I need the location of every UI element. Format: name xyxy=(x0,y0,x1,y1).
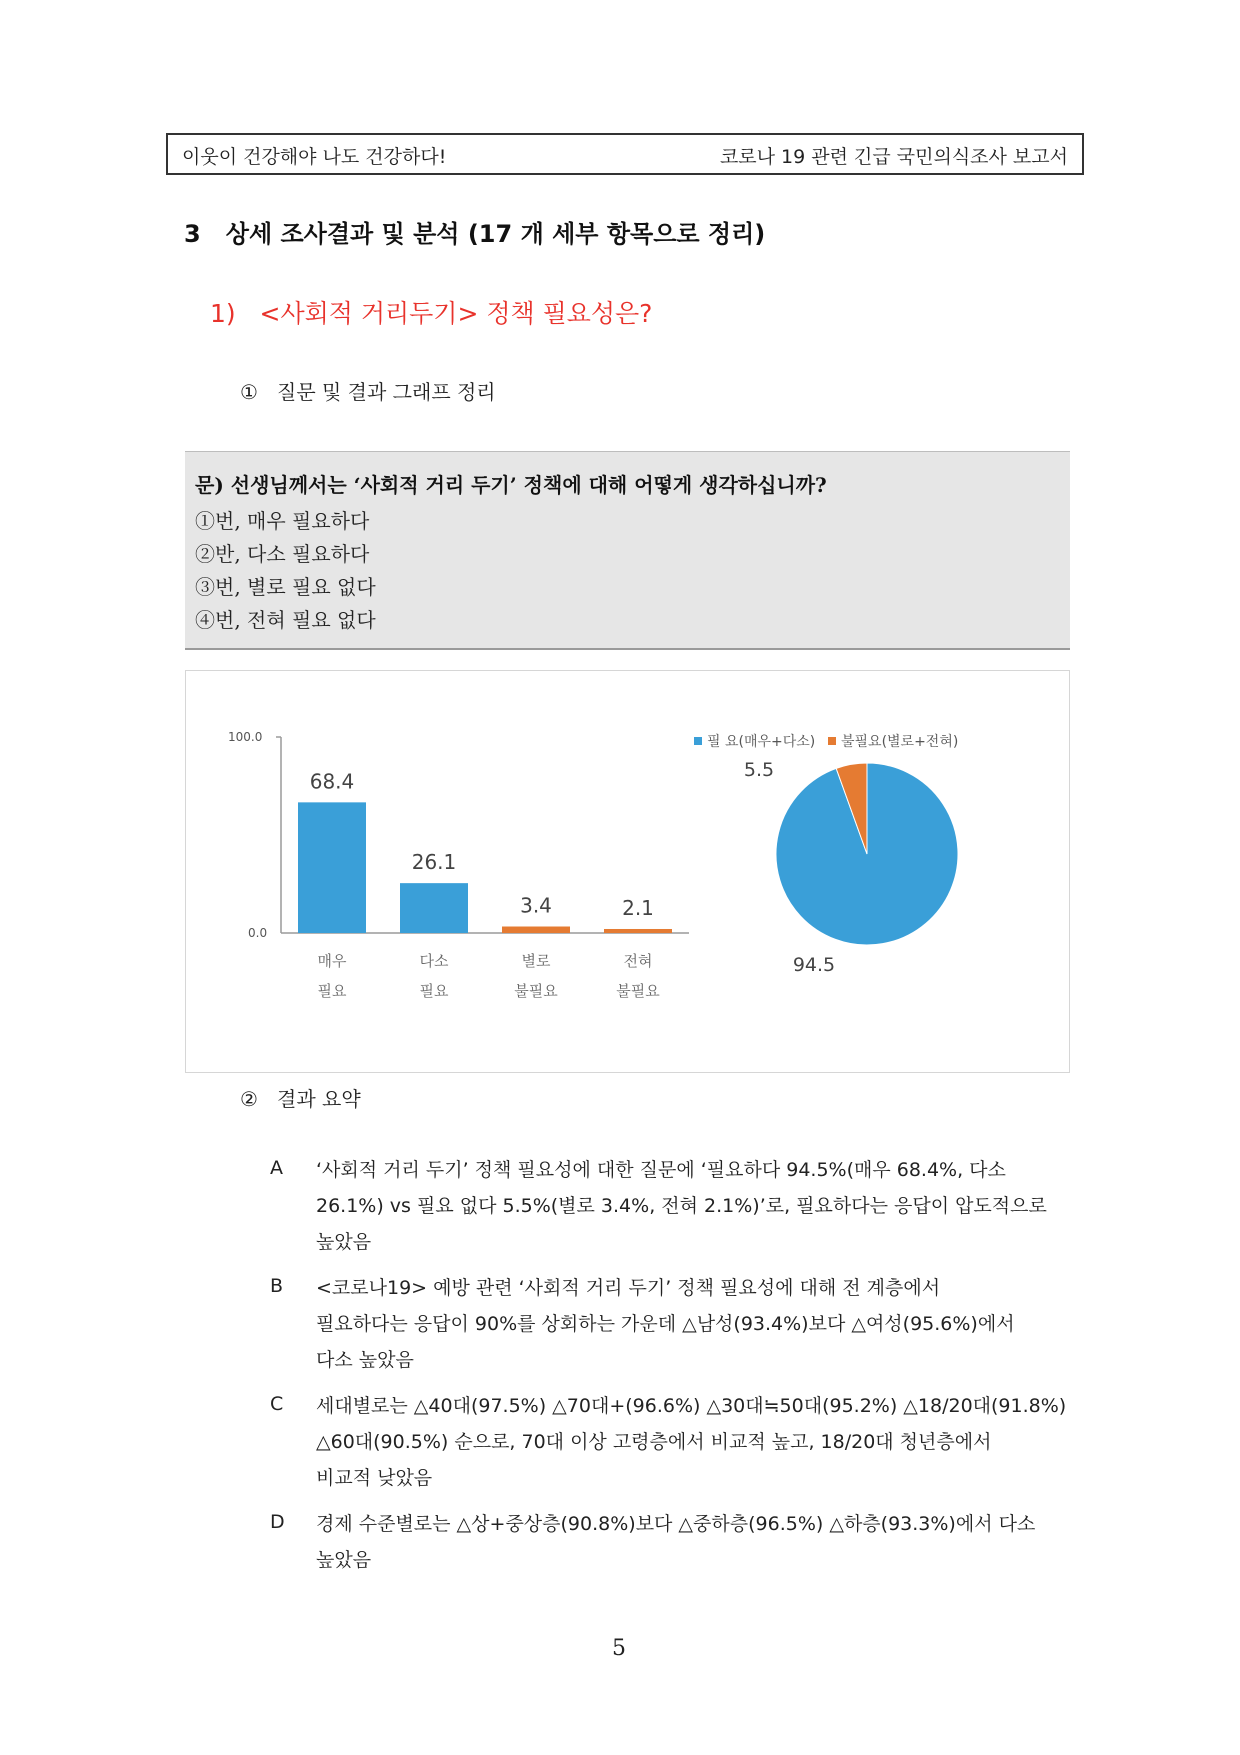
subsection-title: 1) <사회적 거리두기> 정책 필요성은? xyxy=(210,299,653,328)
summary-line: △60대(90.5%) 순으로, 70대 이상 고령층에서 비교적 높고, 18/20대 청년층에서 xyxy=(316,1431,992,1453)
summary-line: 높았음 xyxy=(316,1549,372,1571)
bar xyxy=(298,802,366,933)
summary-line: 비교적 낮았음 xyxy=(316,1467,433,1489)
chart-svg xyxy=(186,671,1071,1074)
question-option: ④번, 전혀 필요 없다 xyxy=(195,608,376,632)
bar xyxy=(502,927,570,933)
summary-letter: C xyxy=(270,1393,284,1415)
legend-label: 불필요(별로+전혀) xyxy=(841,734,959,750)
section-title: 3 상세 조사결과 및 분석 (17 개 세부 항목으로 정리) xyxy=(184,220,766,248)
x-tick-label: 매우 xyxy=(317,952,347,970)
bar-value-label: 26.1 xyxy=(411,850,457,875)
summary-line: 높았음 xyxy=(316,1231,372,1253)
question-option: ①번, 매우 필요하다 xyxy=(195,509,370,533)
legend-label: 필 요(매우+다소) xyxy=(707,734,816,750)
x-tick-label: 다소 xyxy=(419,952,449,970)
summary-letter: D xyxy=(270,1511,285,1533)
x-tick-label: 불필요 xyxy=(514,982,558,1000)
question-option: ③번, 별로 필요 없다 xyxy=(195,575,376,599)
y-tick-label: 0.0 xyxy=(248,926,268,940)
running-header xyxy=(166,133,1084,175)
header-left-text: 이웃이 건강해야 나도 건강하다! xyxy=(182,146,447,168)
page-number: 5 xyxy=(612,1636,626,1661)
bar-value-label: 3.4 xyxy=(520,893,552,918)
pie-value-label: 5.5 xyxy=(743,759,775,781)
summary-letter: A xyxy=(270,1157,283,1179)
bar xyxy=(400,883,468,933)
question-option: ②반, 다소 필요하다 xyxy=(195,542,370,566)
summary-line: 다소 높았음 xyxy=(316,1349,414,1371)
x-tick-label: 필요 xyxy=(419,982,449,1000)
item1-heading: ① 질문 및 결과 그래프 정리 xyxy=(240,380,496,404)
summary-line: 26.1%) vs 필요 없다 5.5%(별로 3.4%, 전혀 2.1%)’로, 필요하다는 응답이 압도적으로 xyxy=(316,1195,1047,1217)
pie-value-label: 94.5 xyxy=(792,954,836,976)
summary-line: <코로나19> 예방 관련 ‘사회적 거리 두기’ 정책 필요성에 대해 전 계층에서 xyxy=(316,1277,941,1299)
summary-line: ‘사회적 거리 두기’ 정책 필요성에 대한 질문에 ‘필요하다 94.5%(매우 68.4%, 다소 xyxy=(316,1159,1006,1181)
question-box xyxy=(185,451,1070,650)
chart-panel xyxy=(185,670,1070,1073)
y-tick-label: 100.0 xyxy=(228,730,263,744)
x-tick-label: 별로 xyxy=(521,952,551,970)
legend-swatch xyxy=(828,737,836,745)
summary-letter: B xyxy=(270,1275,284,1297)
summary-line: 경제 수준별로는 △상+중상층(90.8%)보다 △중하층(96.5%) △하층(93.3%)에서 다소 xyxy=(316,1513,1036,1535)
item2-heading: ② 결과 요약 xyxy=(240,1087,361,1111)
question-text: 문) 선생님께서는 ‘사회적 거리 두기’ 정책에 대해 어떻게 생각하십니까? xyxy=(195,473,827,497)
bar xyxy=(604,929,672,933)
summary-line: 세대별로는 △40대(97.5%) △70대+(96.6%) △30대≒50대(95.2%) △18/20대(91.8%) xyxy=(316,1395,1067,1417)
x-tick-label: 불필요 xyxy=(616,982,660,1000)
bar-value-label: 68.4 xyxy=(309,769,355,794)
x-tick-label: 필요 xyxy=(317,982,347,1000)
legend-swatch xyxy=(694,737,702,745)
summary-line: 필요하다는 응답이 90%를 상회하는 가운데 △남성(93.4%)보다 △여성(95.6%)에서 xyxy=(316,1313,1015,1335)
header-right-text: 코로나 19 관련 긴급 국민의식조사 보고서 xyxy=(719,146,1068,168)
x-tick-label: 전혀 xyxy=(623,952,653,970)
bar-value-label: 2.1 xyxy=(622,895,654,920)
